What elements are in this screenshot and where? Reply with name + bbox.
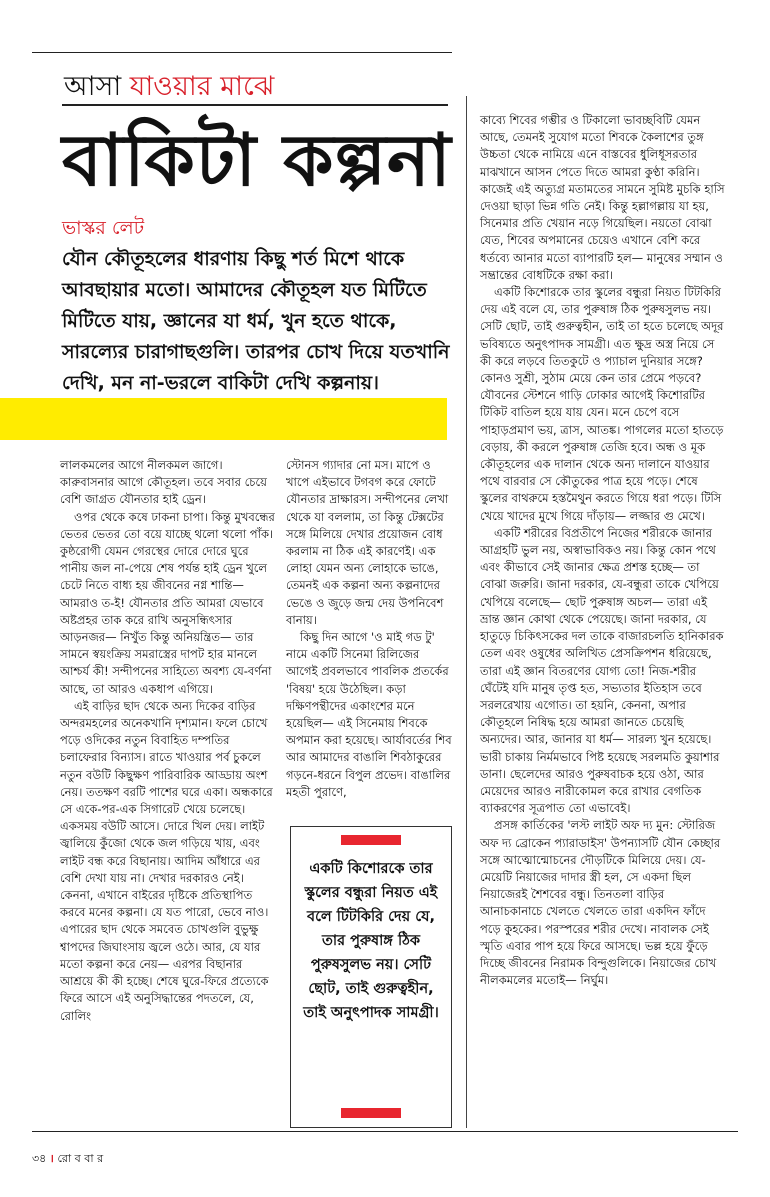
folio-separator: । xyxy=(49,1152,54,1165)
paragraph: একটি শরীরের বিপ্রতীপে নিজের শরীরকে জানার আগ্রহটি ভুল নয়, অস্বাভাবিকও নয়। কিন্তু কোন পথে এবং কীভাবে সেই জানার ক্ষেত্র প্রশস্ত হচ্ছে— তা বোঝা জরুরি। জানা দরকার, যে-বন্ধুরা তাকে খেপিয়ে খেপিয়ে বলেছে— ছোট পুরুষাঙ্গ অচল— তারা এই ভ্রান্ত জ্ঞান কোথা থেকে পেয়েছে। জানা দরকার, যে হাতুড়ে চিকিৎসকের দল তাকে বাজারচলতি হানিকারক তেল এবং ওষুধের অলিখিত প্রেসক্রিপশন ধরিয়েছে, তারা এই জ্ঞান বিতরণের যোগ্য তো! নিজ-শরীর ঘেঁটেই যদি মানুষ তৃপ্ত হত, সভ্যতার ইতিহাস তবে সরলরেখায় এগোত। তা হয়নি, কেননা, অপার কৌতূহলে নিষিদ্ধ হয়ে আমরা জানতে চেয়েছি অন্যদের। আর, জানার যা ধর্ম— সারল্য খুন হয়েছে। ভারী চাকায় নির্মমভাবে পিষ্ট হয়েছে সরলমতি কুয়াশার ডানা। ছেলেদের আরও পুরুষবাচক হয়ে ওঠা, আর মেয়েদের আরও নারীকোমল করে রাখার বেগতিক ব্যাকরণের সূত্রপাত তো এভাবেই। xyxy=(480,525,724,816)
article-title: বাকিটা কল্পনা xyxy=(62,118,452,202)
magazine-name: রো ব বা র xyxy=(57,1152,104,1165)
paragraph: ওপর থেকে কষে ঢাকনা চাপা। কিন্তু মুখবন্ধের ভেতর ভেতর তো বয়ে যাচ্ছে থলো থলো পাঁক। কুষ্ঠরোগী যেমন গেরস্থের দোরে দোরে ঘুরে পানীয় জল না-পেয়ে শেষ পর্যন্ত হাই ড্রেন খুলে চেটে নিতে বাধ্য হয় জীবনের নগ্ন শান্তি— আমরাও ত-ই! যৌনতার প্রতি আমরা যেভাবে অষ্টপ্রহর তাক করে রাখি অনুসন্ধিৎসার আড়নজর— নিখুঁত কিন্তু অনিয়ন্ত্রিত— তার সামনে স্বয়ংক্রিয় সমরাস্ত্রের দাপট হার মানলে আশ্চর্য কী! সন্দীপনের সাহিত্যে অবশ্য যে-বর্ণনা আছে, তা আরও একধাপ এগিয়ে। xyxy=(60,509,275,696)
body-column-right xyxy=(480,112,726,989)
body-column-middle xyxy=(286,457,452,801)
author-byline: ভাস্কর লেট xyxy=(62,217,145,239)
paragraph: স্টোনস গ্যাদার নো মস। মাপে ও খাপে এইভাবে টগবগ করে ফোটে যৌনতার দ্রাক্ষারস। সন্দীপনের লেখা থেকে যা বললাম, তা কিন্তু টেক্সটের সঙ্গে মিলিয়ে দেখার প্রয়োজন বোধ করলাম না ঠিক এই কারণেই। এক লোহা যেমন অন্য লোহাকে ভাঙে, তেমনই এক কল্পনা অন্য কল্পনাদের ভেঙে ও জুড়ে জন্ম দেয় উপনিবেশ বানায়। xyxy=(286,458,449,627)
paragraph: কাব্যে শিবের গম্ভীর ও টিকালো ভাবচ্ছবিটি যেমন আছে, তেমনই সুযোগ মতো শিবকে কৈলাশের তুঙ্গ উচ্চতা থেকে নামিয়ে এনে বাস্তবের ধুলিধূসরতার মাঝখানে আসন পেতে দিতে আমরা কুণ্ঠা করিনি। কাজেই এই অত্যুগ্র মতামতের সামনে সুমিষ্ট মুচকি হাসি দেওয়া ছাড়া ভিন্ন গতি নেই। কিন্তু হল্লাগল্লায় যা হয়, সিনেমার প্রতি খেয়ান নড়ে গিয়েছিল। নয়তো বোঝা যেত, শিবের অপমানের চেয়েও এখানে বেশি করে ধর্তব্যে আনার মতো ব্যাপারটি হল— মানুষের সম্মান ও সম্ভ্রান্তের বোধটিকে রক্ষা করা। xyxy=(480,113,725,282)
pull-quote-box xyxy=(290,826,452,1128)
series-heading-part2: যাওয়ার মাঝে xyxy=(129,71,275,102)
series-underline xyxy=(62,104,448,106)
pull-quote-text: একটি কিশোরকে তার স্কুলের বন্ধুরা নিয়ত এই বলে টিটকিরি দেয় যে, তার পুরুষাঙ্গ ঠিক পুরুষসুলভ নয়। সেটি ছোট, তাই গুরুত্বহীন, তাই অনুৎপাদক সামগ্রী। xyxy=(303,861,439,1021)
pull-quote-bottom-bar xyxy=(341,1108,401,1118)
page-number: ৩৪ xyxy=(32,1152,47,1165)
series-heading-part1: আসা xyxy=(64,71,122,102)
column-rule xyxy=(466,96,467,1128)
standfirst: যৌন কৌতূহলের ধারণায় কিছু শর্ত মিশে থাকে আবছায়ার মতো। আমাদের কৌতূহল যত মিটিতে মিটিতে যায়, জ্ঞানের যা ধর্ম, খুন হতে থাকে, সারল্যের চারাগাছগুলি। তারপর চোখ দিয়ে যতখানি দেখি, মন না-ভরলে বাকিটা দেখি কল্পনায়। xyxy=(62,248,450,394)
yellow-band xyxy=(0,398,447,440)
paragraph: এই বাড়ির ছাদ থেকে অন্য দিকের বাড়ির অন্দরমহলের অনেকখানি দৃশ্যমান। ফলে চোখে পড়ে ওদিকের নতুন বিবাহিত দম্পতির চলাফেরার বিন্যাস। রাতে খাওয়ার পর্ব চুকলে নতুন বউটি কিছুক্ষণ পারিবারিক আড্ডায় অংশ নেয়। ততক্ষণ বরটি পাশের ঘরে একা। অন্ধকারে সে একে-পর-এক সিগারেট খেয়ে চলেছে। একসময় বউটি আসে। দোরে খিল দেয়। লাইট জ্বালিয়ে কুঁজো থেকে জল গড়িয়ে খায়, এবং লাইট বন্ধ করে বিছানায়। আদিম আঁধারে এর বেশি দেখা যায় না। দেখার দরকারও নেই। কেননা, এখানে বাইরের দৃষ্টিকে প্রতিস্থাপিত করবে মনের কল্পনা। যে যত পারো, ভেবে নাও। এপারের ছাদ থেকে সমবেত চোখগুলি বুভুক্ষু শ্বাপদের জিঘাংসায় জ্বলে ওঠে। আর, যে যার মতো কল্পনা করে নেয়— এরপর বিছানার আশ্রয়ে কী কী হচ্ছে। শেষে ঘুরে-ফিরে প্রত্যেকে ফিরে আসে এই অনুসিদ্ধান্তের পদতলে, যে, রোলিং xyxy=(60,698,273,1023)
paragraph: একটি কিশোরকে তার স্কুলের বন্ধুরা নিয়ত টিটকিরি দেয় এই বলে যে, তার পুরুষাঙ্গ ঠিক পুরুষসুলভ নয়। সেটি ছোট, তাই গুরুত্বহীন, তাই তা হতে চলেছে অদূর ভবিষ্যতে অনুৎপাদক সামগ্রী। এত ক্ষুদ্র অস্ত্র নিয়ে সে কী করে লড়বে তিতকুটে ও প্যাচাল দুনিয়ার সঙ্গে? কোনও সুশ্রী, সুঠাম মেয়ে কেন তার প্রেমে পড়বে? যৌবনের স্টেশনে গাড়ি ঢোকার আগেই কিশোরটির টিকিট বাতিল হয়ে যায় যেন। মনে চেপে বসে পাহাড়প্রমাণ ভয়, ত্রাস, আতঙ্ক। পাগলের মতো হাতড়ে বেড়ায়, কী করলে পুরুষাঙ্গ তেজি হবে। অন্ধ ও মূক কৌতূহলের এক দালান থেকে অন্য দালানে যাওয়ার পথে বারবার সে কৌতুকের পাত্র হয়ে পড়ে। শেষে স্কুলের বাথরুমে হস্তমৈথুন করতে গিয়ে ধরা পড়ে। টিসি খেয়ে খাদের মুখে গিয়ে দাঁড়ায়— লজ্জার গু মেখে। xyxy=(480,285,724,523)
paragraph: কিছু দিন আগে 'ও মাই গড টু' নামে একটি সিনেমা রিলিজের আগেই প্রবলভাবে পাবলিক প্রতর্কের 'বিষয়' হয়ে উঠেছিল। কড়া দক্ষিণপন্থীদের একাংশের মনে হয়েছিল— এই সিনেমায় শিবকে অপমান করা হয়েছে। আর্যাবর্তের শিব আর আমাদের বাঙালি শিবঠাকুরের গড়নে-ধরনে বিপুল প্রভেদ। বাঙালির মহতী পুরাণে, xyxy=(286,630,452,799)
folio xyxy=(32,1150,103,1169)
footer-rule xyxy=(32,1131,738,1132)
paragraph: লালকমলের আগে নীলকমল জাগে। কারুবাসনার আগে কৌতূহল। তবে সবার চেয়ে বেশি জাগ্রত যৌনতার হাই ড্রেন। xyxy=(60,458,267,507)
body-column-left xyxy=(60,457,278,1025)
top-rule xyxy=(32,52,452,53)
paragraph: প্রসঙ্গ কার্তিকের 'লস্ট লাইট অফ দ্য মুন: স্টোরিজ অফ দ্য ব্রোকেন প্যারাডাইস' উপন্যাসটি যৌন কেচ্ছার সঙ্গে আত্মোন্মোচনের দৌড়টিকে মিলিয়ে দেয়। যে-মেয়েটি নিয়াজের দাদার স্ত্রী হল, সে একদা ছিল নিয়াজেরই শৈশবের বন্ধু। তিনতলা বাড়ির আনাচকানাচে খেলতে খেলতে তারা একদিন ফাঁদে পড়ে কুহকের। পরস্পরের শরীর দেখে। নাবালক সেই স্মৃতি এবার পাপ হয়ে ফিরে আসছে। ভল্ল হয়ে ফুঁড়ে দিচ্ছে জীবনের নিরামক বিন্দুগুলিকে। নিয়াজের চোখ নীলকমলের মতোই— নির্ঘুম। xyxy=(480,818,721,988)
pull-quote-top-bar xyxy=(341,835,401,845)
